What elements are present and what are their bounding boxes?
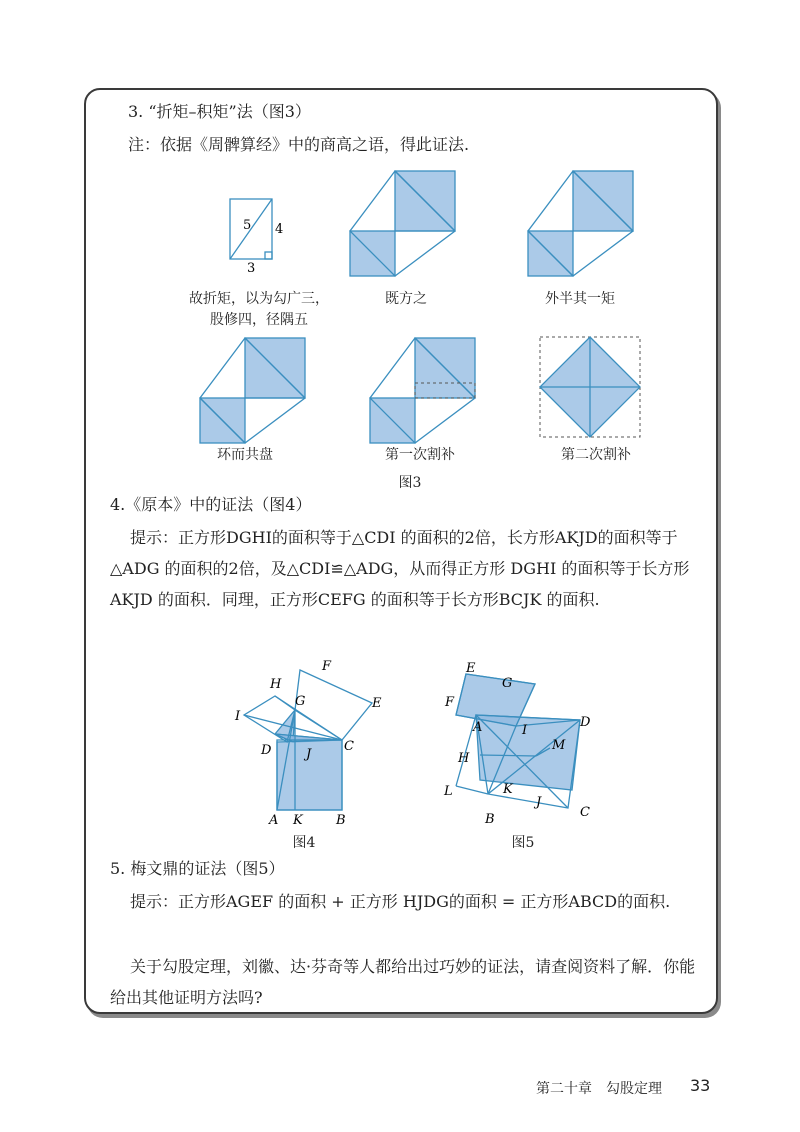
section5-hint: 提示：正方形AGEF 的面积 + 正方形 HJDG的面积 = 正方形ABCD的面积.: [130, 892, 671, 911]
point-label-A: A: [269, 813, 279, 828]
section3-note: 注：依据《周髀算经》中的商高之语，得此证法.: [128, 135, 470, 154]
fig3-square-a: [350, 168, 455, 278]
chapter-footer: 第二十章 勾股定理: [536, 1081, 662, 1097]
point-label-A: A: [473, 720, 483, 735]
fig3-square-b: [528, 168, 633, 278]
figure5-label: 图5: [511, 835, 535, 851]
caption-6: 第二次割补: [561, 447, 631, 463]
point-label-I: I: [235, 709, 241, 724]
caption-1-line2: 股修四，径隅五: [210, 312, 308, 328]
page-number: 33: [690, 1076, 711, 1095]
fig5-diagram: [440, 660, 610, 830]
rect-label-4: 4: [275, 222, 284, 237]
section5-title: 5. 梅文鼎的证法（图5）: [110, 859, 285, 878]
point-label-J: J: [536, 795, 542, 810]
section4-title: 4.《原本》中的证法（图4）: [110, 495, 312, 514]
point-label-G: G: [502, 676, 513, 691]
section4-hint: 提示：正方形DGHI的面积等于△CDI 的面积的2倍，长方形AKJD的面积等于△ADG 的面积的2倍，及△CDI≌△ADG，从而得正方形 DGHI 的面积等于长方形AKJD 的面积．同理，正方形CEFG 的面积等于长方形BCJK 的面积.: [110, 528, 690, 609]
point-label-F: F: [322, 659, 332, 674]
fig3-rect: [225, 196, 284, 276]
caption-4: 环而共盘: [217, 447, 273, 463]
figure3-label: 图3: [398, 475, 422, 491]
figure4-label: 图4: [292, 835, 316, 851]
point-label-E: E: [466, 661, 476, 676]
fig3-square-c: [200, 335, 305, 445]
section3-title: 3. “折矩–积矩”法（图3）: [128, 102, 311, 121]
fig3-square-d: [370, 335, 475, 445]
point-label-L: L: [444, 784, 453, 799]
point-label-C: C: [344, 739, 354, 754]
caption-1-line1: 故折矩，以为勾广三，: [189, 291, 329, 307]
point-label-C: C: [580, 805, 590, 820]
point-label-D: D: [580, 715, 591, 730]
caption-3: 外半其一矩: [545, 291, 615, 307]
rect-label-3: 3: [247, 261, 256, 276]
point-label-H: H: [458, 751, 470, 766]
point-label-E: E: [372, 696, 382, 711]
closing-paragraph: 关于勾股定理，刘徽、达·芬奇等人都给出过巧妙的证法，请查阅资料了解．你能给出其他证明方法吗?: [110, 957, 696, 1007]
point-label-H: H: [270, 677, 282, 692]
point-label-K: K: [503, 782, 513, 797]
point-label-K: K: [293, 813, 303, 828]
caption-2: 既方之: [385, 291, 427, 307]
fig4-diagram: [232, 660, 392, 830]
point-label-M: M: [552, 738, 566, 753]
point-label-D: D: [261, 743, 272, 758]
point-label-B: B: [485, 812, 495, 827]
caption-5: 第一次割补: [385, 447, 455, 463]
point-label-I: I: [522, 723, 528, 738]
fig3-square-e: [538, 335, 643, 445]
point-label-G: G: [295, 694, 306, 709]
point-label-J: J: [306, 747, 312, 762]
rect-label-5: 5: [243, 218, 252, 233]
point-label-F: F: [445, 695, 455, 710]
point-label-B: B: [336, 813, 346, 828]
